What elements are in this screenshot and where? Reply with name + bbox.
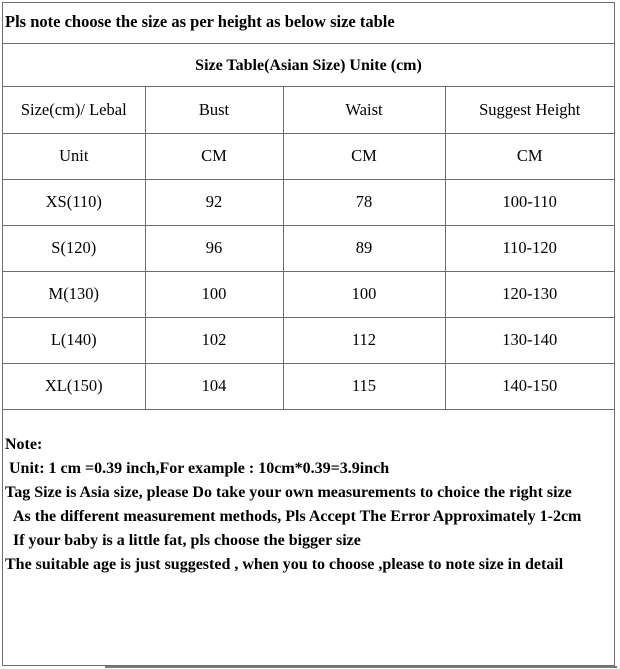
size-table xyxy=(3,87,614,410)
unit-row xyxy=(3,133,614,179)
note-bigger-size: If your baby is a little fat, pls choose the bigger size xyxy=(5,532,361,549)
table-caption: Size Table(Asian Size) Unite (cm) xyxy=(3,44,614,87)
note-tag-size: Tag Size is Asia size, please Do take your own measurements to choice the right size xyxy=(5,484,572,501)
header-row xyxy=(3,87,614,133)
height-cell: 100-110 xyxy=(445,179,614,225)
size-cell: L(140) xyxy=(3,317,145,363)
waist-cell: 115 xyxy=(283,363,445,409)
table-row xyxy=(3,271,614,317)
waist-cell: 89 xyxy=(283,225,445,271)
header-suggest-height: Suggest Height xyxy=(445,87,614,133)
unit-bust: CM xyxy=(145,133,283,179)
height-cell: 110-120 xyxy=(445,225,614,271)
waist-cell: 100 xyxy=(283,271,445,317)
top-note: Pls note choose the size as per height as below size table xyxy=(3,3,614,44)
header-size-label: Size(cm)/ Lebal xyxy=(3,87,145,133)
size-cell: S(120) xyxy=(3,225,145,271)
note-measurement-error: As the different measurement methods, Pls Accept The Error Approximately 1-2cm xyxy=(5,508,582,525)
header-bust: Bust xyxy=(145,87,283,133)
table-row xyxy=(3,179,614,225)
height-cell: 120-130 xyxy=(445,271,614,317)
bust-cell: 92 xyxy=(145,179,283,225)
table-row xyxy=(3,317,614,363)
unit-waist: CM xyxy=(283,133,445,179)
bottom-divider xyxy=(105,666,617,668)
notes-section xyxy=(5,433,605,577)
unit-label: Unit xyxy=(3,133,145,179)
notes-title: Note: xyxy=(5,436,43,453)
note-suitable-age: The suitable age is just suggested , when you to choose ,please to note size in detail xyxy=(5,556,564,573)
header-waist: Waist xyxy=(283,87,445,133)
height-cell: 140-150 xyxy=(445,363,614,409)
waist-cell: 112 xyxy=(283,317,445,363)
bust-cell: 100 xyxy=(145,271,283,317)
height-cell: 130-140 xyxy=(445,317,614,363)
size-cell: M(130) xyxy=(3,271,145,317)
table-row xyxy=(3,363,614,409)
bust-cell: 96 xyxy=(145,225,283,271)
bust-cell: 102 xyxy=(145,317,283,363)
table-row xyxy=(3,225,614,271)
note-unit-conversion: Unit: 1 cm =0.39 inch,For example : 10cm*0.39=3.9inch xyxy=(5,460,390,477)
unit-height: CM xyxy=(445,133,614,179)
bust-cell: 104 xyxy=(145,363,283,409)
size-cell: XS(110) xyxy=(3,179,145,225)
size-chart-frame xyxy=(2,2,615,666)
size-cell: XL(150) xyxy=(3,363,145,409)
waist-cell: 78 xyxy=(283,179,445,225)
